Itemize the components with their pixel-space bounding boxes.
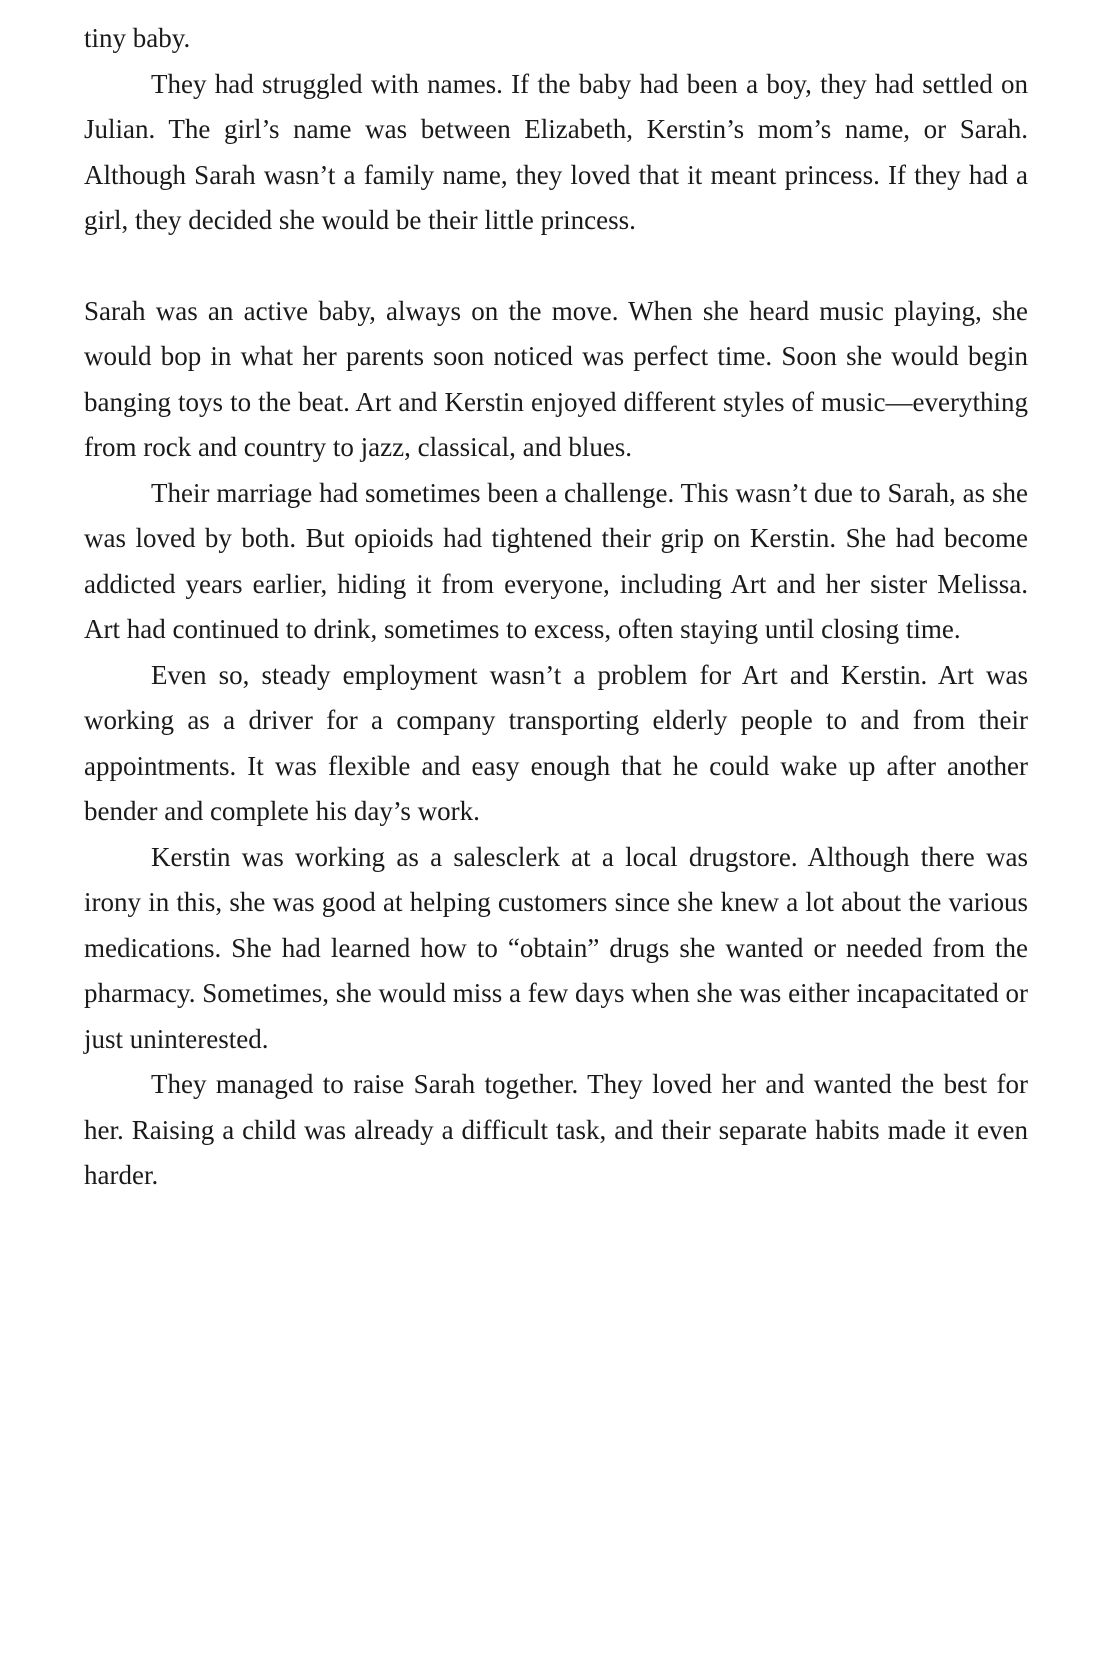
paragraph-section-start: Sarah was an active baby, always on the move. When she heard music playing, she would bop in what her parents soon noticed was perfect time. Soon she would begin banging toys to the beat. Art and Kerstin enjoyed different styles of music—everything from rock and country to jazz, classical, and blues. xyxy=(84,295,1028,462)
paragraph-names: They had struggled with names. If the baby had been a boy, they had settled on Julian. The girl’s name was between Elizabeth, Kerstin’s mom’s name, or Sarah. Although Sarah wasn’t a family name, they loved that it meant princess. If they had a girl, they decided she would be their little princess. xyxy=(84,68,1028,235)
section-break xyxy=(84,244,1028,289)
paragraph-raising-sarah: They managed to raise Sarah together. They loved her and wanted the best for her. Raising a child was already a difficult task, and their separate habits made it even harder. xyxy=(84,1069,1028,1190)
paragraph-employment: Even so, steady employment wasn’t a problem for Art and Kerstin. Art was working as a driver for a company transporting elderly people to and from their appointments. It was flexible and easy enough that he could wake up after another bender and complete his day’s work. xyxy=(84,659,1028,826)
paragraph-kerstin-work: Kerstin was working as a salesclerk at a local drugstore. Although there was irony in this, she was good at helping customers since she knew a lot about the various medications. She had learned how to “obtain” drugs she wanted or needed from the pharmacy. Sometimes, she would miss a few days when she was either incapacitated or just uninterested. xyxy=(84,841,1028,1054)
paragraph-continued: tiny baby. xyxy=(84,23,191,53)
paragraph-marriage: Their marriage had sometimes been a challenge. This wasn’t due to Sarah, as she was loved by both. But opioids had tightened their grip on Kerstin. She had become addicted years earlier, hiding it from everyone, including Art and her sister Melissa. Art had continued to drink, sometimes to excess, often staying until closing time. xyxy=(84,477,1028,644)
book-page xyxy=(84,16,1028,1199)
